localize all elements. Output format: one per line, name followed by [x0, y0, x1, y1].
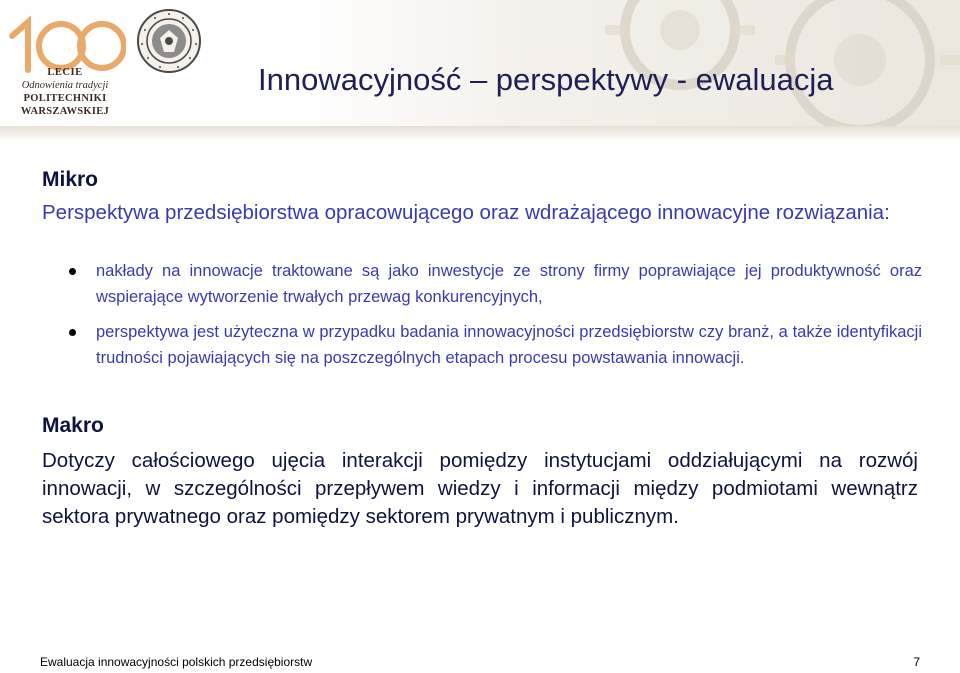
- list-item: [60, 319, 922, 371]
- footer-title: Ewaluacja innowacyjności polskich przedsiębiorstw: [40, 655, 313, 669]
- page-number: 7: [913, 655, 920, 669]
- slide-title: Innowacyjność – perspektywy - ewaluacja: [258, 62, 834, 97]
- mikro-bullet-list: [60, 258, 922, 380]
- slide-header: [0, 0, 960, 126]
- header-divider: [0, 126, 960, 140]
- bullet-icon: [69, 329, 76, 336]
- makro-text: Dotyczy całościowego ujęcia interakcji pomiędzy instytucjami oddziałującymi na rozwój innowacji, w szczególności przepływem wiedzy i informacji między podmiotami wewnątrz sektora prywatnego oraz pomiędzy sektorem prywatnym i publicznym.: [42, 449, 918, 528]
- logo-line-2: Odnowienia tradycji: [21, 80, 109, 91]
- anniversary-logo-text: [10, 66, 120, 118]
- mikro-intro: Perspektywa przedsiębiorstwa opracowującego oraz wdrażającego innowacyjne rozwiązania:: [42, 201, 890, 224]
- university-seal-icon: [136, 8, 202, 74]
- list-item: [60, 258, 922, 310]
- anniversary-100-logo-icon: [6, 14, 126, 74]
- bullet-text: nakłady na innowacje traktowane są jako inwestycje ze strony firmy poprawiające jej produktywność oraz wspierające wytworzenie trwałych przewag konkurencyjnych,: [96, 262, 922, 306]
- bullet-icon: [69, 268, 76, 275]
- logo-line-4: WARSZAWSKIEJ: [20, 106, 110, 117]
- logo-line-1: LECIE: [47, 67, 83, 78]
- logo-line-3: POLITECHNIKI: [23, 93, 107, 104]
- bullet-text: perspektywa jest użyteczna w przypadku badania innowacyjności przedsiębiorstw czy branż, a także identyfikacji trudności pojawiających się na poszczególnych etapach procesu powstawania innowacji.: [96, 323, 922, 367]
- makro-heading: Makro: [42, 414, 104, 437]
- mikro-heading: Mikro: [42, 168, 99, 191]
